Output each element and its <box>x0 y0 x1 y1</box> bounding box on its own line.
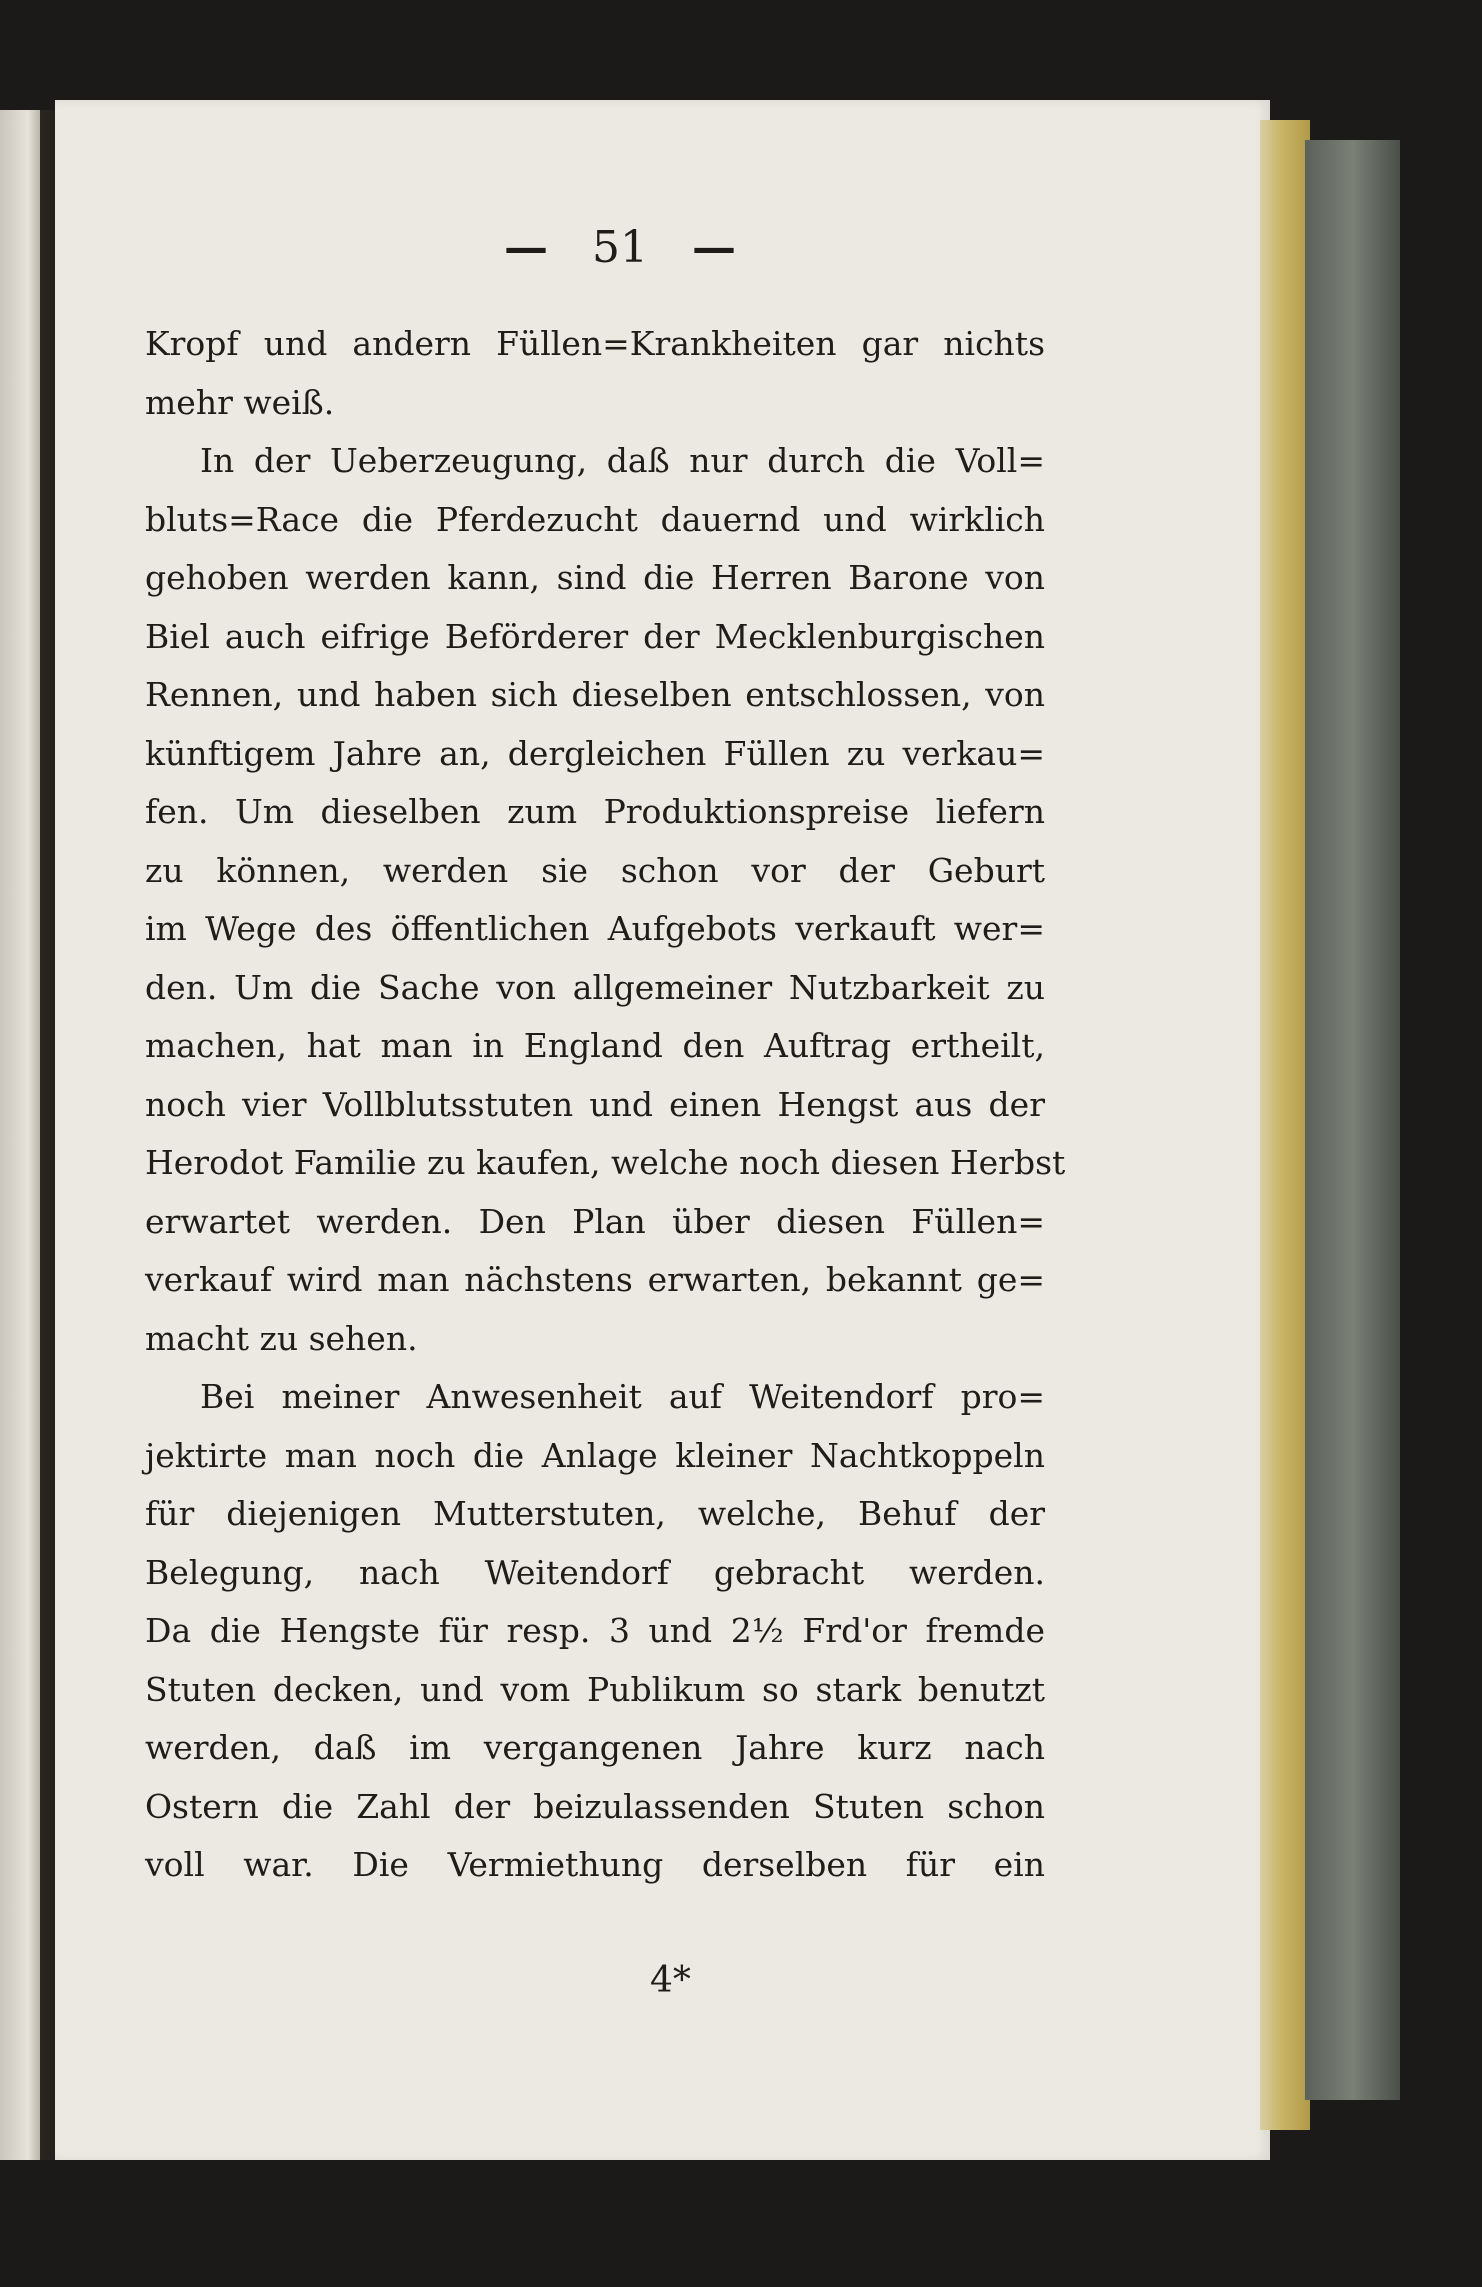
text-line: erwartet werden. Den Plan über diesen Füllen= <box>145 1201 1045 1241</box>
text-line: werden, daß im vergangenen Jahre kurz nach <box>145 1728 1045 1767</box>
text-line: gehoben werden kann, sind die Herren Barone von <box>145 558 1045 597</box>
text-line: fen. Um dieselben zum Produktionspreise liefern <box>145 792 1045 831</box>
text-line: Herodot Familie zu kaufen, welche noch diesen Herbst <box>145 1143 1066 1182</box>
text-line: voll war. Die Vermiethung derselben für ein <box>145 1845 1045 1884</box>
text-line: Rennen, und haben sich dieselben entschlossen, von <box>145 675 1045 714</box>
page-header <box>420 222 820 282</box>
text-line: machen, hat man in England den Auftrag ertheilt, <box>145 1026 1045 1065</box>
body-text <box>145 315 1066 1895</box>
gilt-page-edges <box>1260 120 1310 2130</box>
text-line: mehr weiß. <box>145 382 335 422</box>
text-line: bluts=Race die Pferdezucht dauernd und wirklich <box>145 499 1045 539</box>
text-line: macht zu sehen. <box>145 1318 418 1358</box>
text-line: jektirte man noch die Anlage kleiner Nachtkoppeln <box>145 1435 1045 1475</box>
book-cover-edge <box>1305 140 1400 2100</box>
left-page-edge <box>0 110 40 2160</box>
text-line: Biel auch eifrige Beförderer der Mecklenburgischen <box>145 616 1045 656</box>
text-line: für diejenigen Mutterstuten, welche, Behuf der <box>145 1494 1045 1533</box>
text-line: noch vier Vollblutsstuten und einen Hengst aus der <box>145 1084 1045 1124</box>
text-line: verkauf wird man nächstens erwarten, bekannt ge= <box>145 1260 1045 1299</box>
text-line: zu können, werden sie schon vor der Geburt <box>145 850 1045 890</box>
header-left-dash: — <box>504 222 548 273</box>
text-line: künftigem Jahre an, dergleichen Füllen zu verkau= <box>145 733 1045 773</box>
text-line: im Wege des öffentlichen Aufgebots verkauft wer= <box>145 909 1045 948</box>
text-line: Bei meiner Anwesenheit auf Weitendorf pro= <box>200 1377 1045 1416</box>
header-right-dash: — <box>692 222 736 273</box>
text-line: den. Um die Sache von allgemeiner Nutzbarkeit zu <box>145 967 1045 1007</box>
page-number: 51 <box>592 222 648 273</box>
text-line: Ostern die Zahl der beizulassenden Stuten schon <box>145 1786 1045 1826</box>
text-line: Belegung, nach Weitendorf gebracht werden. <box>145 1552 1045 1592</box>
text-line: In der Ueberzeugung, daß nur durch die Voll= <box>200 441 1045 480</box>
text-line: Stuten decken, und vom Publikum so stark benutzt <box>145 1669 1045 1709</box>
text-line: Da die Hengste für resp. 3 und 2½ Frd'or fremde <box>145 1611 1045 1650</box>
signature-mark: 4* <box>650 1960 691 2001</box>
text-line: Kropf und andern Füllen=Krankheiten gar nichts <box>145 324 1045 363</box>
